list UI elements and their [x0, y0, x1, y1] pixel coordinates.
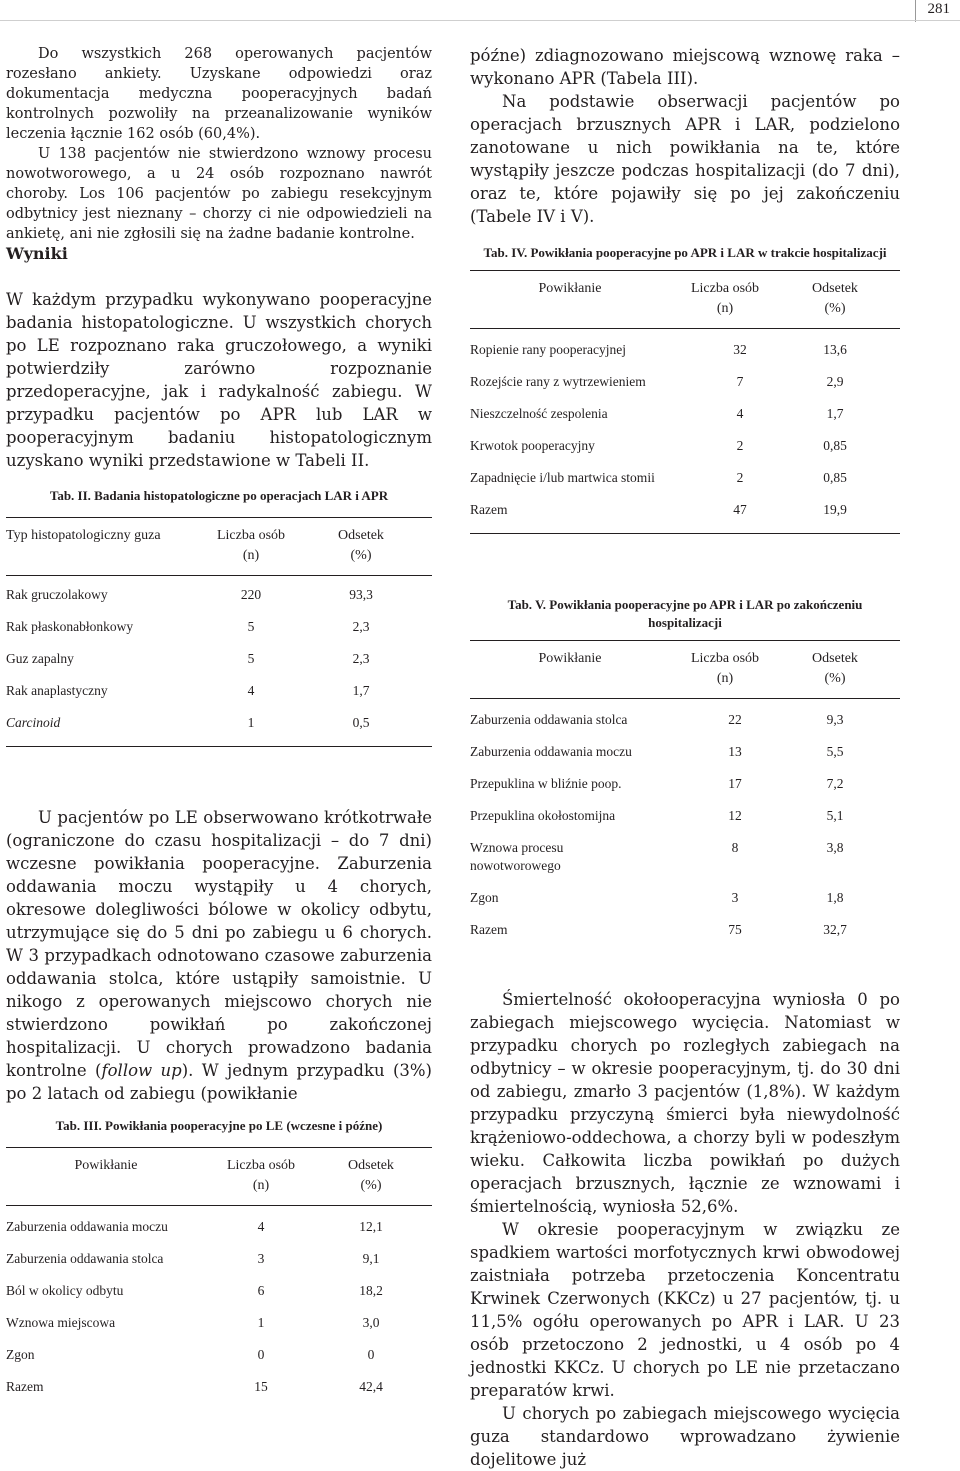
table-row: [470, 839, 900, 889]
table-5-header-complication: Powikłanie: [538, 651, 602, 666]
table-2-title: Badania histopatologiczne po operacjach LAR i APR: [94, 488, 389, 503]
table-cell: 1,8: [826, 890, 844, 905]
table-row: [470, 469, 900, 501]
table-cell: 2,9: [826, 374, 844, 389]
header-rule: [0, 20, 960, 21]
mortality-paragraph: Śmiertelność okołooperacyjna wyniosła 0 po zabiegach miejscowego wycięcia. Natomiast w przypadku chorych po rozległych zabiegach na odbytnicy – w okresie pooperacyjnym, tj. do 30 dni od zabiegu, zmarło 3 pacjentów (1,8%). W każdym przypadku przyczyną śmierci była niewydolność krążeniowo-oddechowa, a chorzy byli w podeszłym wieku. Całkowita liczba powikłań po dużych operacjach brzusznych, łącznie ze wznowami i śmiertelnością, wyniosła 52,6%.: [470, 990, 900, 1216]
table-4-body: [470, 329, 900, 534]
table-4-header: [470, 270, 900, 329]
table-cell: Ropienie rany pooperacyjnej: [470, 342, 626, 357]
table-cell: 5,1: [826, 808, 844, 823]
table-row: [470, 373, 900, 405]
table-cell: Razem: [470, 502, 508, 517]
table-4-caption: [470, 244, 900, 262]
table-cell: 75: [728, 922, 742, 937]
table-cell: Wznowa procesu nowotworowego: [470, 840, 564, 873]
table-row: [470, 807, 900, 839]
table-5-header: [470, 640, 900, 699]
table-cell: 7: [736, 374, 744, 389]
table-cell: 2: [736, 470, 744, 485]
table-2-header-percent: Odsetek (%): [338, 528, 384, 563]
table-row: [470, 341, 900, 373]
table-cell: Rak anaplastyczny: [6, 683, 108, 698]
table-cell: 22: [728, 712, 742, 727]
table-row: [470, 711, 900, 743]
table-cell: 2,3: [352, 619, 370, 634]
table-row: [470, 921, 900, 943]
table-cell: Zgon: [470, 890, 499, 905]
table-5-label: Tab. V.: [507, 597, 547, 612]
table-cell: Krwotok pooperacyjny: [470, 438, 595, 453]
table-cell: 15: [254, 1379, 268, 1394]
table-cell: 0: [367, 1347, 375, 1362]
table-cell: 3,0: [362, 1315, 380, 1330]
table-cell: 32,7: [823, 922, 847, 937]
table-cell: 6: [257, 1283, 265, 1298]
table-cell: 13: [728, 744, 742, 759]
table-row: [470, 501, 900, 523]
table-cell: 32: [733, 342, 747, 357]
table-row: [470, 889, 900, 921]
table-row: [6, 1282, 432, 1314]
table-cell: 8: [731, 840, 739, 855]
table-cell: 47: [733, 502, 747, 517]
table-cell: 17: [728, 776, 742, 791]
table-cell: Ból w okolicy odbytu: [6, 1283, 124, 1298]
intro-paragraph-2: U 138 pacjentów nie stwierdzono wznowy procesu nowotworowego, a u 24 osób rozpoznano nawrót choroby. Los 106 pacjentów po zabiegu resekcyjnym odbytnicy jest nieznany – chorzy ci nie odpowiedzieli na ankietę, ani nie zgłosili się na żadne badanie kontrolne.: [6, 146, 432, 242]
table-cell: 19,9: [823, 502, 847, 517]
results-paragraph: W każdym przypadku wykonywano pooperacyjne badania histopatologiczne. U wszystkich chorych po LE rozpoznano raka gruczołowego, a wyniki potwierdziły zarówno rozpoznanie przedoperacyjne, jak i radykalność zabiegu. W przypadku pacjentów po APR lub LAR w pooperacyjnym badaniu histopatologicznym uzyskano wyniki przedstawione w Tabeli II.: [6, 290, 432, 470]
table-2-body: [6, 576, 432, 747]
table-3-body: [6, 1206, 432, 1410]
table-4-header-percent: Odsetek (%): [812, 281, 858, 316]
table-cell: 2: [736, 438, 744, 453]
table-3-title: Powikłania pooperacyjne po LE (wczesne i późne): [105, 1118, 383, 1133]
table-cell: 12,1: [359, 1219, 383, 1234]
table-5-body: [470, 699, 900, 953]
table-cell: 9,3: [826, 712, 844, 727]
table-cell: 1,7: [826, 406, 844, 421]
table-cell: Przepuklina w bliźnie poop.: [470, 776, 622, 791]
table-3-header-complication: Powikłanie: [74, 1158, 138, 1173]
table-5-caption: [470, 596, 900, 632]
table-row: [6, 1314, 432, 1346]
table-row: [6, 1378, 432, 1400]
table-cell: 18,2: [359, 1283, 383, 1298]
table-cell: 5,5: [826, 744, 844, 759]
table-5-header-percent: Odsetek (%): [812, 651, 858, 686]
right-top-text: [470, 44, 900, 228]
table-cell: Carcinoid: [6, 715, 61, 730]
table-cell: Rak gruczolakowy: [6, 587, 108, 602]
intro-paragraph-1: Do wszystkich 268 operowanych pacjentów rozesłano ankiety. Uzyskane odpowiedzi oraz dokumentacja medyczna pooperacyjnych badań kontrolnych pozwoliły na przeanalizowanie wyników leczenia łącznie 162 osób (60,4%).: [6, 46, 432, 142]
table-cell: 5: [247, 619, 255, 634]
table-3-caption: [6, 1117, 432, 1135]
table-2: [6, 487, 432, 747]
table-cell: 2,3: [352, 651, 370, 666]
page-number: 281: [915, 0, 951, 22]
table-row: [6, 714, 432, 736]
table-cell: Zaburzenia oddawania moczu: [470, 744, 632, 759]
table-5-header-count: Liczba osób (n): [690, 651, 760, 686]
table-2-header-count: Liczba osób (n): [216, 528, 286, 563]
right-paragraph-1: późne) zdiagnozowano miejscową wznowę raka – wykonano APR (Tabela III).: [470, 46, 900, 88]
table-cell: 13,6: [823, 342, 847, 357]
table-3-header-count: Liczba osób (n): [226, 1158, 296, 1193]
table-row: [6, 618, 432, 650]
table-cell: Przepuklina okołostomijna: [470, 808, 616, 823]
table-4-header-count: Liczba osób (n): [690, 281, 760, 316]
table-4-title: Powikłania pooperacyjne po APR i LAR w trakcie hospitalizacji: [530, 245, 887, 260]
table-cell: 7,2: [826, 776, 844, 791]
table-cell: 4: [736, 406, 744, 421]
table-cell: Zaburzenia oddawania moczu: [6, 1219, 168, 1234]
table-cell: 9,1: [362, 1251, 380, 1266]
table-3: [6, 1117, 432, 1410]
table-5-title: Powikłania pooperacyjne po APR i LAR po zakończeniu hospitalizacji: [549, 597, 863, 630]
table-row: [6, 682, 432, 714]
table-cell: 0,85: [823, 438, 847, 453]
nutrition-paragraph: U chorych po zabiegach miejscowego wycięcia guza standardowo wprowadzano żywienie dojelitowe już: [470, 1404, 900, 1469]
table-cell: 1: [257, 1315, 265, 1330]
table-cell: Guz zapalny: [6, 651, 74, 666]
table-cell: Razem: [470, 922, 508, 937]
table-4-header-complication: Powikłanie: [538, 281, 602, 296]
table-cell: 3,8: [826, 840, 844, 855]
table-row: [470, 405, 900, 437]
table-cell: Razem: [6, 1379, 44, 1394]
table-row: [470, 437, 900, 469]
table-cell: 12: [728, 808, 742, 823]
table-cell: 5: [247, 651, 255, 666]
table-2-label: Tab. II.: [49, 488, 91, 503]
table-2-header-type: Typ histopatologiczny guza: [6, 528, 161, 543]
table-cell: Rozejście rany z wytrzewieniem: [470, 374, 646, 389]
right-paragraph-2: Na podstawie obserwacji pacjentów po operacjach brzusznych APR i LAR, podzielono zanotowane u nich powikłania na te, które wystąpiły jeszcze podczas hospitalizacji (do 7 dni), oraz te, które pojawiły się po jej zakończeniu (Tabele IV i V).: [470, 92, 900, 226]
table-cell: 0,85: [823, 470, 847, 485]
intro-text: [6, 44, 432, 244]
table-row: [470, 743, 900, 775]
results-text: [6, 288, 432, 472]
table-cell: Nieszczelność zespolenia: [470, 406, 608, 421]
le-paragraph-part-1: U pacjentów po LE obserwowano krótkotrwałe (ograniczone do czasu hospitalizacji – do 7 dni) wczesne powikłania pooperacyjne. Zaburzenia oddawania moczu wystąpiły u 4 chorych, okresowe dolegliwości bólowe w okolicy odbytu, utrzymujące się do 5 dni po zabiegu u 6 chorych. W 3 przypadkach odnotowano czasowe zaburzenia oddawania stolca, które ustąpiły samoistnie. U nikogo z operowanych miejscowo chorych nie stwierdzono powikłań po zakończonej hospitalizacji. U chorych prowadzono badania kontrolne (: [6, 808, 432, 1080]
table-4-label: Tab. IV.: [483, 245, 528, 260]
table-2-caption: [6, 487, 432, 505]
le-paragraph: [6, 806, 432, 1105]
table-cell: 1: [247, 715, 255, 730]
table-4: [470, 244, 900, 534]
table-3-label: Tab. III.: [55, 1118, 102, 1133]
table-cell: Zaburzenia oddawania stolca: [470, 712, 628, 727]
table-3-header-percent: Odsetek (%): [348, 1158, 394, 1193]
table-5: [470, 596, 900, 953]
table-cell: 42,4: [359, 1379, 383, 1394]
table-cell: 93,3: [349, 587, 373, 602]
table-cell: 0,5: [352, 715, 370, 730]
table-cell: 3: [731, 890, 739, 905]
table-cell: 220: [240, 587, 262, 602]
table-cell: 4: [257, 1219, 265, 1234]
table-row: [6, 586, 432, 618]
table-cell: Zaburzenia oddawania stolca: [6, 1251, 164, 1266]
table-3-header: [6, 1147, 432, 1206]
table-2-header: [6, 517, 432, 576]
table-cell: Zapadnięcie i/lub martwica stomii: [470, 470, 655, 485]
table-row: [6, 1346, 432, 1378]
table-cell: 4: [247, 683, 255, 698]
table-row: [470, 775, 900, 807]
table-row: [6, 650, 432, 682]
table-row: [6, 1218, 432, 1250]
table-cell: Wznowa miejscowa: [6, 1315, 116, 1330]
right-bottom-text: [470, 988, 900, 1471]
table-cell: 3: [257, 1251, 265, 1266]
table-row: [6, 1250, 432, 1282]
transfusion-paragraph: W okresie pooperacyjnym w związku ze spadkiem wartości morfotycznych krwi obwodowej zaistniała potrzeba przetoczenia Koncentratu Krwinek Czerwonych (KKCz) u 27 pacjentów, tj. u 11,5% ogółu operowanych po APR i LAR. U 23 osób przetoczono 2 jednostki, u 4 osób po 4 jednostki KKCz. U chorych po LE nie przetaczano preparatów krwi.: [470, 1220, 900, 1400]
table-cell: Rak płaskonabłonkowy: [6, 619, 134, 634]
le-complications-text: [6, 806, 432, 1105]
table-cell: Zgon: [6, 1347, 35, 1362]
table-cell: 0: [257, 1347, 265, 1362]
le-paragraph-italic: follow up: [101, 1061, 182, 1080]
table-cell: 1,7: [352, 683, 370, 698]
le-paragraph-part-2: ). W jednym przypadku (3%) po 2 latach od zabiegu (powikłanie: [6, 1061, 432, 1103]
section-heading-wyniki: Wyniki: [6, 244, 68, 263]
